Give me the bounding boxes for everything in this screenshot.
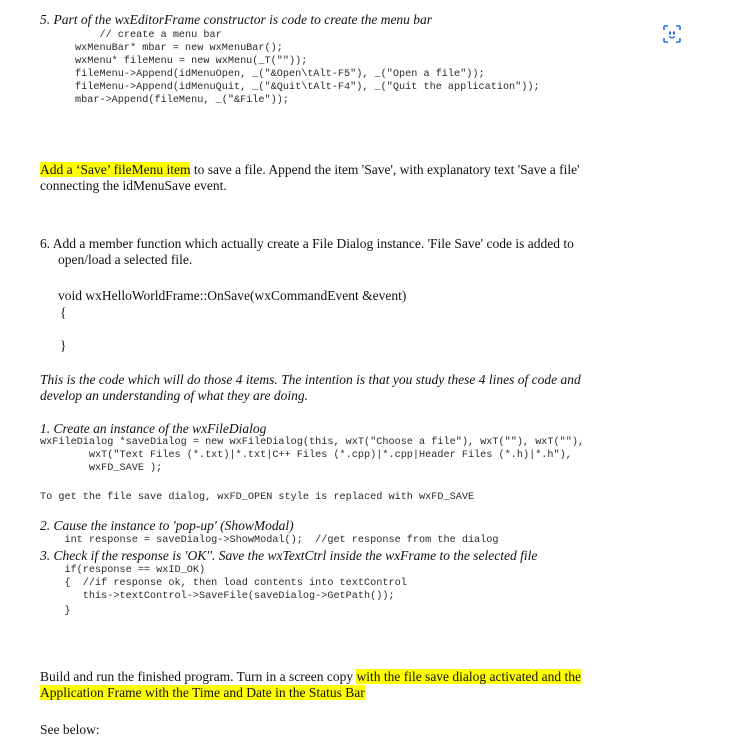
code-line: wxT("Text Files (*.txt)|*.txt|C++ Files (*.cpp)|*.cpp|Header Files (*.h)|*.h"), — [40, 450, 572, 461]
section-5-heading: 5. Part of the wxEditorFrame constructor is code to create the menu bar — [40, 12, 433, 27]
code-line: // create a menu bar — [75, 30, 222, 41]
step-1-title: 1. Create an instance of the wxFileDialog — [40, 421, 267, 436]
step-2-title: 2. Cause the instance to 'pop-up' (ShowModal) — [40, 518, 294, 533]
highlight-save-dialog: with the file save dialog activated and the — [356, 669, 581, 684]
scan-text-button[interactable] — [662, 24, 682, 44]
code-line: mbar->Append(fileMenu, _("&File")); — [75, 95, 289, 106]
code-line: wxFD_SAVE ); — [40, 463, 163, 474]
code-line: { //if response ok, then load contents into textControl — [40, 578, 407, 589]
code-line: wxMenu* fileMenu = new wxMenu(_T("")); — [75, 56, 308, 67]
final-text: Build and run the finished program. Turn in a screen copy — [40, 669, 357, 684]
scan-text-icon — [662, 24, 682, 44]
code-line: fileMenu->Append(idMenuOpen, _("&Open\tAlt-F5"), _("Open a file")); — [75, 69, 485, 80]
code-line: wxMenuBar* mbar = new wxMenuBar(); — [75, 43, 283, 54]
highlight-save-item: Add a ‘Save’ fileMenu item — [40, 162, 191, 177]
intro-text: This is the code which will do those 4 items. The intention is that you study these 4 lines of code and — [40, 372, 581, 387]
save-item-paragraph — [40, 162, 580, 178]
step-3-title: 3. Check if the response is 'OK''. Save the wxTextCtrl inside the wxFrame to the selected file — [40, 548, 538, 563]
code-line: wxFileDialog *saveDialog = new wxFileDialog(this, wxT("Choose a file"), wxT(""), wxT(""), — [40, 437, 585, 448]
paragraph-text: to save a file. Append the item 'Save', with explanatory text 'Save a file' — [190, 162, 580, 177]
section-6-line: open/load a selected file. — [58, 252, 193, 267]
highlight-status-bar: Application Frame with the Time and Date in the Status Bar — [40, 685, 365, 700]
code-line: if(response == wxID_OK) — [40, 565, 206, 576]
intro-text: develop an understanding of what they are doing. — [40, 388, 308, 403]
see-below: See below: — [40, 722, 100, 737]
brace-close: } — [60, 338, 67, 353]
code-line: fileMenu->Append(idMenuQuit, _("&Quit\tAlt-F4"), _("Quit the application")); — [75, 82, 540, 93]
code-line: int response = saveDialog->ShowModal(); //get response from the dialog — [40, 535, 499, 546]
dialog-note: To get the file save dialog, wxFD_OPEN style is replaced with wxFD_SAVE — [40, 492, 475, 503]
section-6-line: 6. Add a member function which actually create a File Dialog instance. 'File Save' code is added to — [40, 236, 574, 251]
paragraph-text: connecting the idMenuSave event. — [40, 178, 227, 193]
code-line: } — [40, 606, 71, 617]
brace-open: { — [60, 305, 67, 320]
final-instruction — [40, 669, 581, 685]
function-signature: void wxHelloWorldFrame::OnSave(wxCommandEvent &event) — [58, 288, 407, 303]
code-line: this->textControl->SaveFile(saveDialog->GetPath()); — [40, 591, 395, 602]
final-instruction-2 — [40, 685, 365, 701]
